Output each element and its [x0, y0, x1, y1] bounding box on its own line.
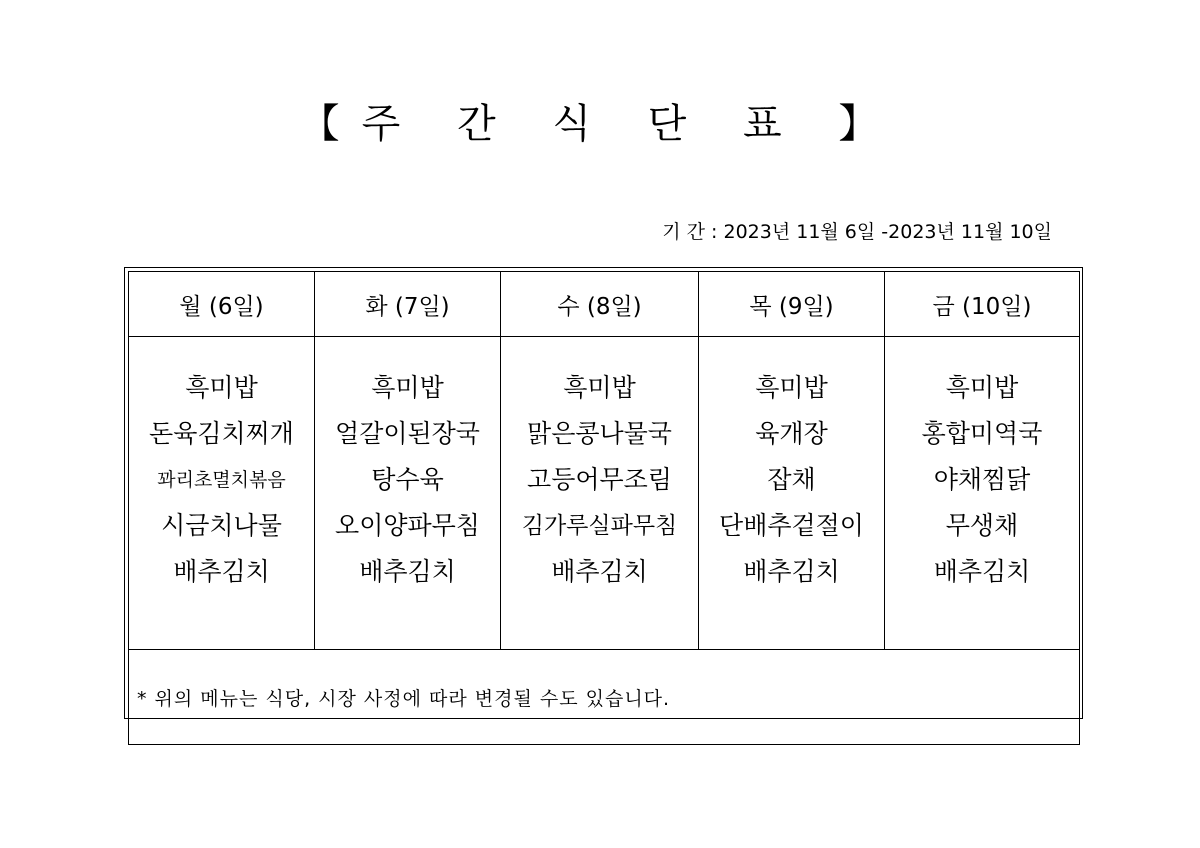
dish-item: 배추김치: [359, 557, 456, 586]
dish-item: 잡채: [767, 465, 816, 494]
menu-period: 기 간 : 2023년 11월 6일 -2023년 11월 10일: [662, 221, 1052, 243]
dish-item: 배추김치: [551, 557, 648, 586]
day-header-fri: 금 (10일): [885, 272, 1080, 337]
dish-item: 배추김치: [933, 557, 1031, 586]
day-header-row: [129, 272, 1080, 337]
weekly-menu-table: [128, 271, 1080, 745]
menu-change-note: * 위의 메뉴는 식당, 시장 사정에 따라 변경될 수도 있습니다.: [129, 650, 1080, 745]
dish-item: 홍합미역국: [921, 419, 1043, 448]
weekly-menu-frame: [124, 267, 1083, 719]
note-row: [129, 650, 1080, 745]
dish-item: 흑미밥: [945, 373, 1019, 402]
day-header-tue: 화 (7일): [315, 272, 501, 337]
dish-item: 흑미밥: [185, 373, 258, 402]
menu-cell-thu: [699, 337, 885, 650]
dish-item: 얼갈이된장국: [335, 419, 480, 448]
day-header-wed: 수 (8일): [501, 272, 699, 337]
menu-cell-tue: [315, 337, 501, 650]
day-header-thu: 목 (9일): [699, 272, 885, 337]
dish-item: 꽈리초멸치볶음: [157, 469, 286, 491]
dish-item: 김가루실파무침: [521, 513, 678, 539]
menu-cell-wed: [501, 337, 699, 650]
dish-item: 흑미밥: [755, 373, 828, 402]
dish-item: 단배추겉절이: [719, 511, 864, 540]
dish-item: 무생채: [945, 511, 1019, 540]
menu-cell-mon: [129, 337, 315, 650]
menu-cell-fri: [885, 337, 1080, 650]
dish-item: 오이양파무침: [335, 511, 480, 540]
dish-item: 고등어무조림: [527, 465, 672, 494]
day-header-mon: 월 (6일): [129, 272, 315, 337]
dish-item: 육개장: [755, 419, 828, 448]
dish-item: 배추김치: [173, 557, 270, 586]
dish-item: 배추김치: [743, 557, 840, 586]
dish-item: 흑미밥: [563, 373, 636, 402]
dish-item: 맑은콩나물국: [527, 419, 672, 448]
dish-item: 탕수육: [371, 465, 444, 494]
dish-item: 흑미밥: [371, 373, 444, 402]
dish-item: 시금치나물: [161, 511, 282, 540]
page-title: 【주 간 식 단 표 】: [299, 101, 901, 147]
dish-item: 돈육김치찌개: [149, 419, 294, 448]
dish-item: 야채찜닭: [933, 465, 1031, 494]
dish-row: [129, 337, 1080, 650]
